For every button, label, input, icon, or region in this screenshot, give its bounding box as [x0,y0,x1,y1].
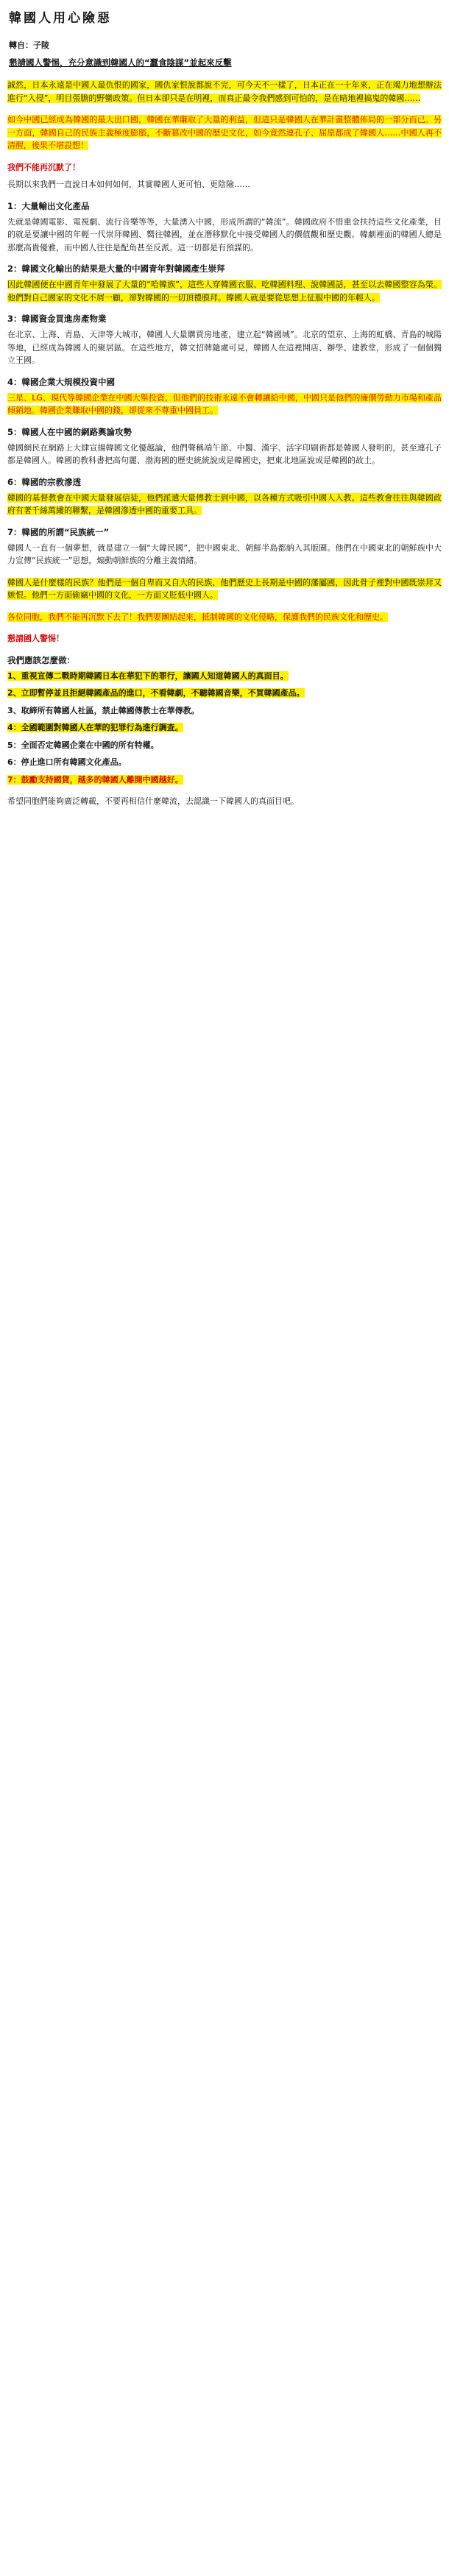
subtitle: 懇請國人警惕，充分意識到韓國人的“蠶食陰謀”並起來反擊 [9,57,232,68]
list-item: 6：停止進口所有韓國文化產品。 [7,757,127,767]
section-text: 韓國人一直有一個夢想，就是建立一個“大韓民國”，把中國東北、朝鮮半島都納入其版圖。他們在中國東北的朝鮮族中大力宣傳“民族統一”思想，煽動朝鮮族的分離主義情緒。 [7,542,442,565]
closing-paragraph: 各位同胞，我們不能再沉默下去了！我們要團結起來，抵制韓國的文化侵略，保護我們的民族文化和歷史。 [7,612,388,622]
section-heading: 4：韓國企業大規模投資中國 [7,376,116,387]
section-text: 先就是韓國電影、電視劇、流行音樂等等，大量湧入中國，形成所謂的“韓流”。韓國政府不惜重金扶持這些文化產業，目的就是要讓中國的年輕一代崇拜韓國、嚮往韓國，並在潛移默化中接受韓國人的價值觀和歷史觀。韓劇裡面的韓國人總是那麼高貴優雅，而中國人往往是配角甚至反派。這一切都是有預謀的。 [7,216,442,252]
section-heading: 2：韓國文化輸出的結果是大量的中國青年對韓國產生崇拜 [7,263,225,274]
article-body [7,79,442,808]
paragraph: 我們不能再沉默了！ [7,162,80,172]
page-title: 韓國人用心險惡 [9,11,112,26]
section-heading: 5：韓國人在中國的網路輿論攻勢 [7,426,132,437]
list-item: 7：鼓勵支持國貨，越多的韓國人離開中國越好。 [7,774,183,785]
section-text: 韓國的基督教會在中國大量發展信徒，他們派遣大量傳教士到中國，以各種方式吸引中國人入教。這些教會往往與韓國政府有著千絲萬縷的聯繫，是韓國滲透中國的重要工具。 [7,492,442,515]
list-item: 5：全面否定韓國企業在中國的所有特權。 [7,740,159,750]
footer-paragraph: 希望同胞們能夠廣泛轉載，不要再相信什麼韓流，去認識一下韓國人的真面目吧。 [7,796,299,806]
section-text: 三星、LG、現代等韓國企業在中國大舉投資，但他們的技術永遠不會轉讓給中國，中國只是他們的廉價勞動力市場和產品傾銷地。韓國企業賺取中國的錢，卻從來不尊重中國員工。 [7,392,442,415]
section-text: 韓國網民在網路上大肆宣揚韓國文化優越論，他們聲稱端午節、中醫、漢字、活字印刷術都是韓國人發明的，甚至連孔子都是韓國人。韓國的教科書把高句麗、渤海國的歷史統統說成是韓國史，把東北地區說成是韓國的故土。 [7,442,442,465]
section-text: 在北京、上海、青島、天津等大城市，韓國人大量購買房地產，建立起“韓國城”。北京的望京、上海的虹橋、青島的城陽等地，已經成為韓國人的聚居區。在這些地方，韓文招牌隨處可見，韓國人在這裡開店、辦學、建教堂，形成了一個個獨立王國。 [7,330,442,365]
closing-paragraph: 韓國人是什麼樣的民族？他們是一個自卑而又自大的民族，他們歷史上長期是中國的藩屬國，因此骨子裡對中國既崇拜又嫉恨。他們一方面偷竊中國的文化，一方面又貶低中國人。 [7,577,442,600]
paragraph: 誠然，日本永遠是中國人最仇恨的國家，國仇家恨說都說不完，可今天不一樣了，日本正在一十年來，正在竭力地想辦法進行“入侵”，明目張膽的野蠻政策。但日本卻只是在明裡，而真正最令我們感到可怕的，是在暗地裡搞鬼的韓國…… [7,80,442,103]
section-heading: 3：韓國資金買進房產物業 [7,314,107,324]
list-item: 1、重視宣傳二戰時期韓國日本在華犯下的罪行，讓國人知道韓國人的真面目。 [7,670,289,681]
paragraph: 如今中國已經成為韓國的最大出口國，韓國在華賺取了大量的利益，但這只是韓國人在華計畫整體佈局的一部分而已。另一方面，韓國自己的民族主義極度膨脹，不斷篡改中國的歷史文化，如今竟然連孔子、屈原都成了韓國人……中國人再不清醒，後果不堪設想！ [7,115,442,150]
section-text: 因此韓國便在中國青年中發展了大量的“哈韓族”，這些人穿韓國衣服、吃韓國料理、說韓國話，甚至以去韓國整容為榮。他們對自己國家的文化不屑一顧，卻對韓國的一切頂禮膜拜。韓國人就是要從思想上征服中國的年輕人。 [7,280,442,302]
closing-paragraph: 懇請國人警惕！ [7,634,64,643]
list-heading: 我們應該怎麼做： [7,654,75,665]
section-heading: 7：韓國的所謂“民族統一” [7,526,110,537]
list-item: 4：全國範圍對韓國人在華的犯罪行為進行調查。 [7,723,183,732]
list-item: 3、取締所有韓國人社區，禁止韓國傳教士在華傳教。 [7,705,199,715]
section-heading: 6：韓國的宗教滲透 [7,476,82,487]
section-heading: 1：大量輸出文化產品 [7,200,90,211]
list-item: 2、立即暫停並且拒絕韓國產品的進口，不看韓劇，不聽韓國音樂，不買韓國產品。 [7,688,305,698]
paragraph: 長期以來我們一直說日本如何如何，其實韓國人更可怕、更陰險…… [7,180,250,189]
source-line: 轉自：子陵 [9,40,49,50]
